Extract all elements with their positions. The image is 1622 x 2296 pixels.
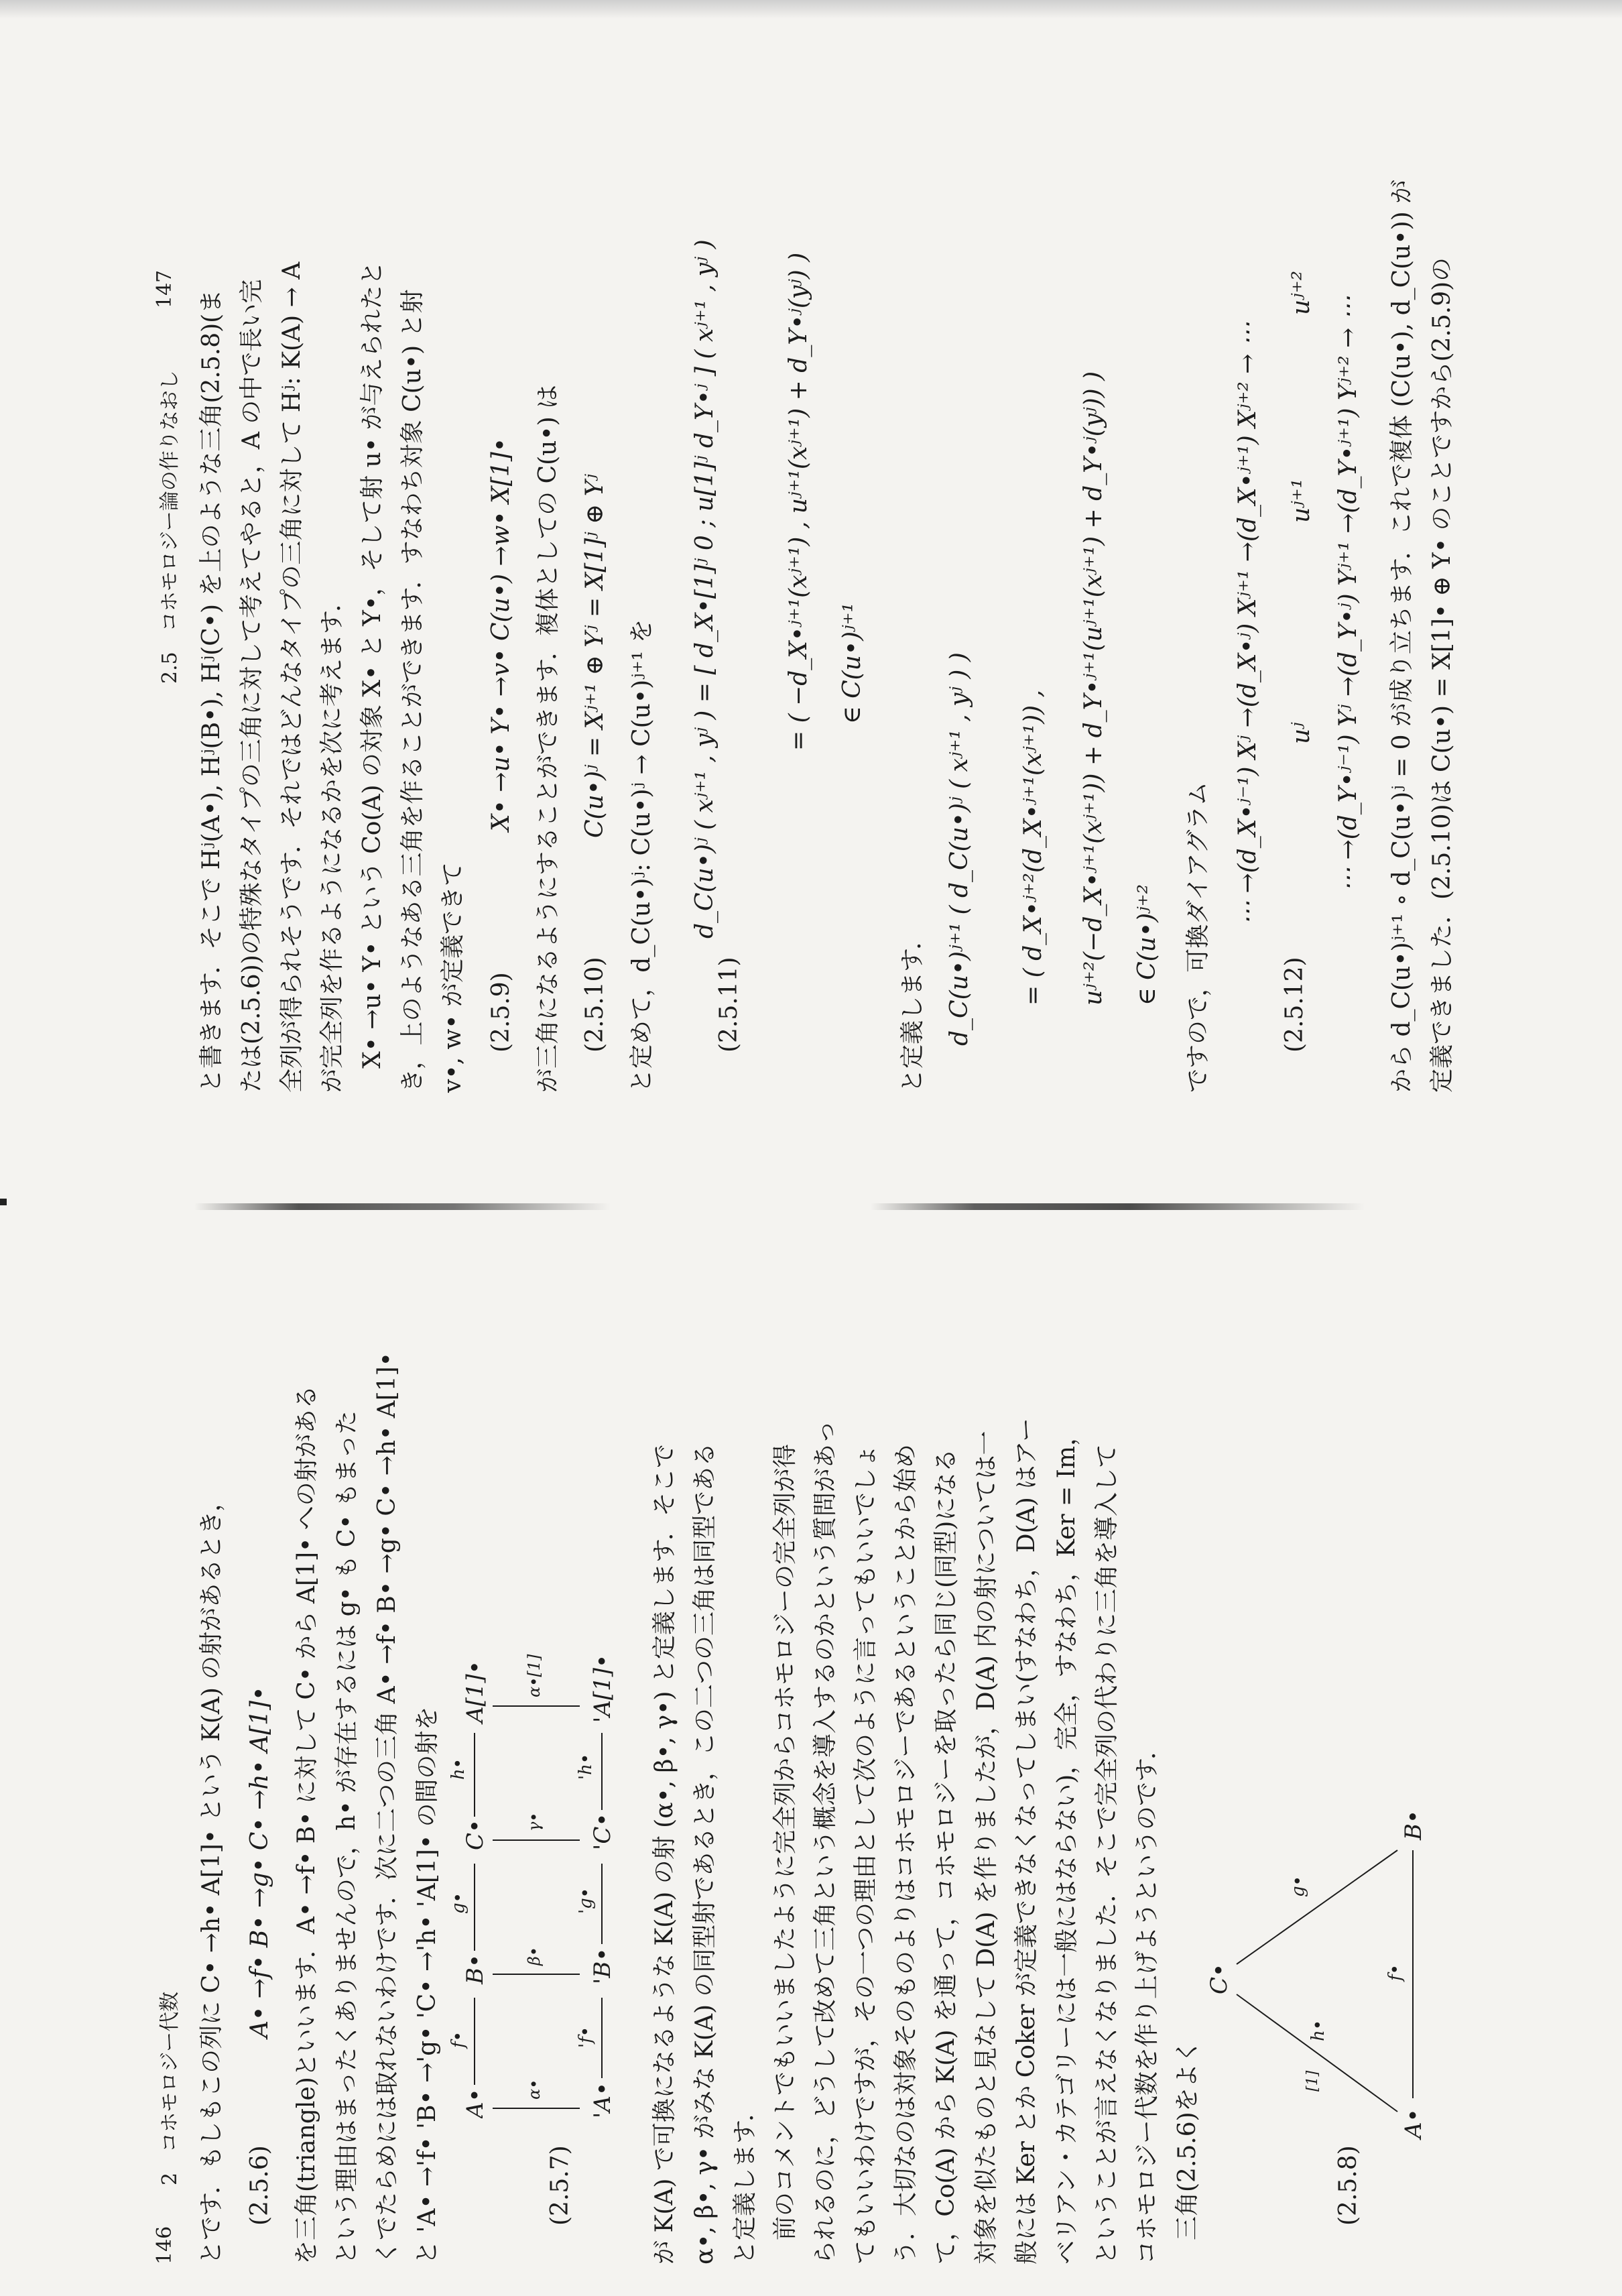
arrow-label: h• [448,1758,469,1780]
diagram-node: C• [462,1819,489,1850]
equation-2-5-12-bottom-row: ⋯ →(d_Y•ʲ⁻¹) Yʲ →(d_Y•ʲ) Yʲ⁺¹ →(d_Y•ʲ⁺¹) Yʲ⁺² → ⋯ [1334,296,1362,892]
equation-2-5-6: A• →f• B• →g• C• →h• A[1]• [246,1686,273,2038]
equation-2-5-11-line: = ( −d_X•ʲ⁺¹(xʲ⁺¹) , uʲ⁺¹(xʲ⁺¹) + d_Y•ʲ(yʲ) ) [785,252,812,751]
text-line: 三角(2.5.6)をよく [1174,2039,1201,2264]
text-line: 般には Ker とか Coker が定義できなくなってしまい(すなわち，D(A) はアー [1013,1417,1040,2264]
text-line: たは(2.5.6))の特殊なタイプの三角に対して考えてやると，A の中で長い完 [238,279,265,1093]
text-line: ですので，可換ダイアグラム [1184,781,1212,1093]
vertical-map-label: uʲ⁺¹ [1288,478,1315,523]
eq-label: (2.5.6) [246,2145,273,2226]
arrow-label: α•[1] [525,1654,544,1697]
equation-2-5-12-top-row: ⋯ →(d_X•ʲ⁻¹) Xʲ →(d_X•ʲ) Xʲ⁺¹ →(d_X•ʲ⁺¹) Xʲ⁺² → ⋯ [1234,322,1261,925]
text-line: 対象を似たものと見なして D(A) を作りましたが，D(A) 内の射については一 [973,1431,1000,2264]
text-line: 定義できました．(2.5.10)は C(u•) = X[1]• ⊕ Y• のことですから(2.5.9)の [1428,257,1456,1093]
arrow-label: 'f• [576,2026,596,2048]
diagram-node: C• [1206,1963,1233,1994]
eq-label: (2.5.10) [581,957,609,1052]
text-line: X• →u• Y• という Co(A) の対象 X• と Y•，そして射 u• が与えられたと [359,261,386,1093]
arrow-label: 'h• [576,1753,596,1780]
text-line: き，上のようなある三角を作ることができます．すなわち対象 C(u•) と射 [399,289,426,1093]
arrow-label: α• [525,2079,544,2100]
section-header: 2.5 コホモロジー論の作りなおし [158,370,182,684]
text-line: 全列が得られそうです．それではどんなタイプの三角に対して Hʲ: K(A) → A [278,261,306,1093]
arrow-label: 'g• [576,1887,596,1914]
text-line: コホモロジー代数を作り上げようというのです． [1133,1735,1161,2264]
arrow-label: [1] [1304,2070,1321,2092]
vertical-map-label: uʲ⁺² [1288,270,1315,315]
eq-label: (2.5.12) [1281,957,1308,1052]
equation-2-5-11-line: d_C(u•)ʲ ( xʲ⁺¹ , yʲ ) = [ d_X•[1]ʲ 0 ; u[1]ʲ d_Y•ʲ ] ( xʲ⁺¹ , yʲ ) [691,239,719,939]
page-number-right: 147 [153,269,176,308]
text-line: という理由はまったくありませんので，h• が存在するには g• も C• もまった [333,1410,361,2264]
diagram-node: 'A• [589,2082,616,2118]
text-line: から d_C(u•)ʲ⁺¹ ∘ d_C(u•)ʲ = 0 が成り立ちます．これで複体 (C(u•), d_C(u•)) が [1388,179,1416,1093]
chapter-header: 2 コホモロジー代数 [158,1991,182,2185]
equation-composite-line: uʲ⁺²(−d_X•ʲ⁺¹(xʲ⁺¹)) + d_Y•ʲ⁺¹(uʲ⁺¹(xʲ⁺¹) + d_Y•ʲ(yʲ)) ) [1080,371,1107,1006]
equation-2-5-9: X• →u• Y• →v• C(u•) →w• X[1]• [487,438,515,831]
arrow-label: g• [448,1892,469,1914]
equation-2-5-11-line: ∈ C(u•)ʲ⁺¹ [838,602,866,724]
text-line: v•, w• が定義できて [439,862,466,1093]
text-line: られるのに，どうして改めて三角という概念を導入するのかという質問があっ [812,1420,839,2264]
eq-label: (2.5.11) [715,957,743,1052]
diagram-node: A[1]• [462,1660,489,1723]
text-line: ベリアン・カテゴリーには一般にはならない)，完全，すなわち，Ker = Im， [1053,1421,1080,2264]
arrow-label: β• [525,1946,544,1966]
eq-label: (2.5.7) [546,2145,574,2226]
text-line: とです．もしもこの列に C• →h• A[1]• という K(A) の射があるとき， [198,1488,225,2264]
diagram-node: 'B• [589,1947,616,1984]
text-line: が三角になるようにすることができます．複体としての C(u•) は [534,384,562,1093]
text-line: くでたらめには取れないわけです．次に二つの三角 A• →f• B• →g• C• →h• A[1]• [373,1352,401,2264]
diagram-node: A• [462,2088,489,2118]
text-line: 前のコメントでもいいましたように完全列からコホモロジーの完全列が得 [771,1443,799,2264]
text-line: てもいいわけですが，その一つの理由として次のように言ってもいいでしょ [852,1443,879,2264]
text-line: う．大切なのは対象そのものよりはコホモロジーであるということから始め [892,1443,920,2264]
text-line: ということが言えなくなりました．そこで完全列の代わりに三角を導入して [1093,1443,1121,2264]
eq-label: (2.5.9) [487,972,515,1052]
equation-composite-line: ∈ C(u•)ʲ⁺² [1133,884,1161,1006]
vertical-map-label: uʲ [1288,722,1315,744]
diagram-node: B• [1400,1809,1427,1840]
equation-2-5-10: C(u•)ʲ = Xʲ⁺¹ ⊕ Yʲ = X[1]ʲ ⊕ Yʲ [581,473,609,838]
text-line: と書きます．そこで Hʲ(A•), Hʲ(B•), Hʲ(C•) を上のような三角(2.5.8)(ま [198,289,225,1093]
equation-composite-line: = ( d_X•ʲ⁺²(d_X•ʲ⁺¹(xʲ⁺¹)) , [1019,689,1047,1006]
arrow-label: f• [1385,1964,1406,1981]
text-line: と定めて，d_C(u•)ʲ: C(u•)ʲ → C(u•)ʲ⁺¹ を [628,619,656,1093]
text-line: が完全列を作るようになるかを次に考えます． [318,587,346,1093]
equation-composite-line: d_C(u•)ʲ⁺¹ ( d_C(u•)ʲ ( xʲ⁺¹ , yʲ ) ) [946,652,973,1046]
eq-label: (2.5.8) [1334,2145,1362,2226]
text-line: α•, β•, γ• がみな K(A) の同型射であるとき，この二つの三角は同型である [691,1443,719,2264]
diagram-node: A• [1400,2108,1427,2138]
arrow-label: f• [448,2031,469,2048]
text-line: と定義します． [899,925,926,1093]
arrow-label: h• [1308,2019,1328,2041]
arrow-label: g• [1288,1876,1308,1897]
text-line: と 'A• →'f• 'B• →'g• 'C• →'h• 'A[1]• の間の射を [414,1706,441,2264]
text-line: と定義します． [731,2097,759,2264]
text-line: を三角(triangle)といいます．A• →f• B• に対して C• から A[1]• への射がある [293,1385,320,2264]
diagram-node: B• [462,1953,489,1984]
page-number-left: 146 [153,2226,176,2264]
text-line: が K(A) で可換になるような K(A) の射 (α•, β•, γ•) と定義します．そこで [651,1444,678,2264]
arrow-label: γ• [525,1812,544,1831]
diagram-node: 'C• [589,1813,616,1850]
text-line: て，Co(A) から K(A) を通って，コホモロジーを取ったら同じ(同型)になる [932,1448,960,2264]
diagram-node: 'A[1]• [589,1654,616,1723]
